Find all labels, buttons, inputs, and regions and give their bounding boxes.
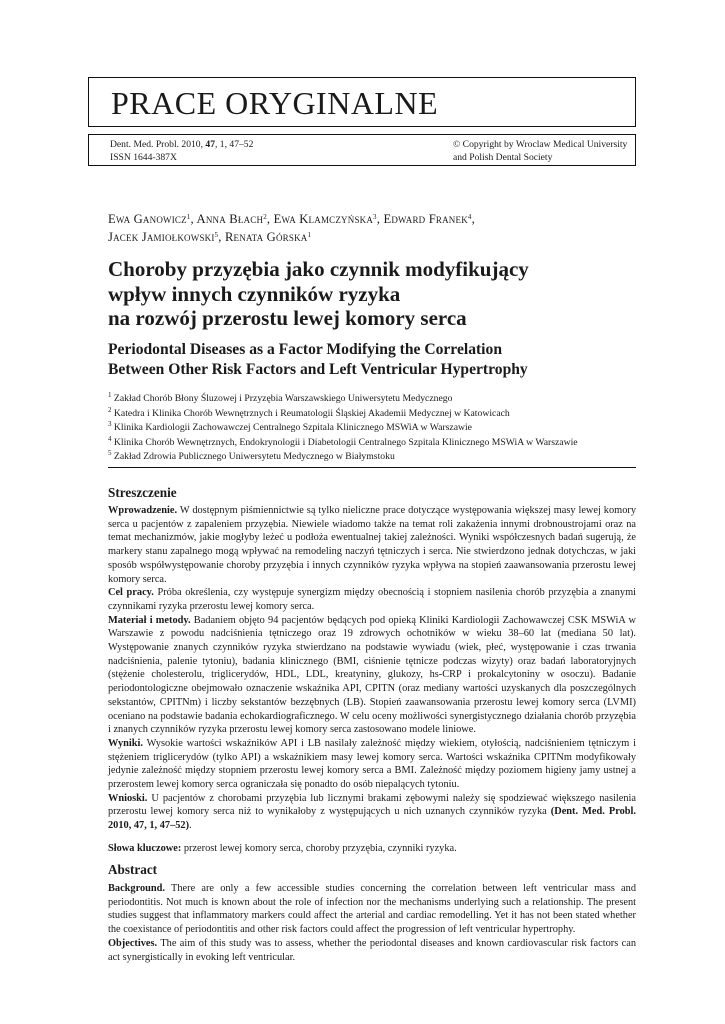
affiliation: $^4$ Klinika Chorób Wewnętrznych, Endokrynologii i Diabetologii Centralnego Szpitala Klinicznego MSWiA w Warszawie (108, 434, 578, 448)
paragraph: Background. There are only a few accessible studies concerning the correlation between left ventricular mass and periodontitis. Not much is known about the role of infection nor the mechanisms underlying such a relationship. The present studies suggest that inflammatory markers could affect the arterial and cardiac remodelling. Yet it has not been stated whether the coexistance of periodontitis and other risk factors could affect the progression of left ventricular hypertrophy. (108, 883, 636, 936)
streszczenie-body (108, 504, 636, 856)
paragraph: Objectives. The aim of this study was to assess, whether the periodontal diseases and known cardiovascular risk factors can act synergistically in evoking left ventricular. (108, 937, 636, 963)
copyright-notice (453, 139, 627, 164)
abstract-heading: Abstract (108, 862, 158, 877)
affiliation: $^1$ Zakład Chorób Błony Śluzowej i Przyzębia Warszawskiego Uniwersytetu Medycznego (108, 391, 453, 404)
citation-line: Dent. Med. Probl. 2010, (110, 139, 206, 150)
author: Edward Franek$^4$, (383, 212, 475, 226)
paragraph: Wprowadzenie. W dostępnym piśmiennictwie są tylko nieliczne prace dotyczące występowania większej masy lewej komory serca u pacjentów z zapaleniem przyzębia. Niewiele wiadomo także na temat roli zakażenia innymi drobnoustrojami oraz na temat mechanizmów, jakie mogłyby leżeć u podłoża ewentualnej takiej zależności. Wyniki współczesnych badań sugerują, że markery stanu zapalnego mogą wpływać na remodeling naczyń tętniczych i serca. Nie stwierdzono jednak dotychczas, w jaki sposób współwystępowanie choroby przyzębia i innych czynników ryzyka wpływa na stopień zaawansowania przerostu lewej komory serca. (108, 505, 636, 585)
author: Ewa Klamczyńska$^3$, (273, 212, 384, 226)
journal-meta-box (88, 134, 636, 166)
streszczenie-heading: Streszczenie (108, 485, 177, 500)
paragraph: Wyniki. Wysokie wartości wskaźników API i LB nasilały zależność między wiekiem, otyłością, nadciśnieniem tętniczym i stężeniem triglicerydów (tylko API) a wskaźnikiem masy lewej komory serca. Wartości wskaźnika CPITNm modyfikowały jedynie zależność między stopniem przerostu lewej komory serca a BMI. Zależność między poziomem higieny jamy ustnej a przerostem lewej komory serca ograniczała się ponadto do osób niepalących tytoniu. (108, 737, 636, 791)
affiliation-list (108, 392, 648, 465)
author: Anna Błach$^2$, (196, 212, 274, 226)
author: Jacek Jamiołkowski$^5$, (108, 230, 225, 244)
title-english: Periodontal Diseases as a Factor Modifying the Correlation Between Other Risk Factors and Left Ventricular Hypertrophy (108, 341, 528, 378)
paragraph: Cel pracy. Próba określenia, czy występuje synergizm między obecnością i stopniem nasilenia chorób przyzębia a znanymi czynnikami ryzyka przerostu lewej komory serca. (108, 587, 636, 612)
author: Renata Górska$^1$ (224, 230, 312, 244)
affiliation: $^5$ Zakład Zdrowia Publicznego Uniwersytetu Medycznego w Białymstoku (108, 449, 395, 463)
copyright-line: and Polish Dental Society (453, 151, 553, 163)
section-title: PRACE ORYGINALNE (111, 85, 439, 121)
issn: ISSN 1644-387X (110, 151, 177, 163)
citation-volume: 47 (205, 139, 215, 150)
copyright-line: © Copyright by Wroclaw Medical University (453, 139, 628, 150)
author: Ewa Ganowicz$^1$, (108, 212, 197, 226)
paragraph: Materiał i metody. Badaniem objęto 94 pacjentów będących pod opieką Kliniki Kardiologii Zachowawczej CSK MSWiA w Warszawie z powodu nadciśnienia tętniczego oraz 19 zdrowych ochotników w wieku 38–60 lat (mediana 50 lat). Występowanie znanych czynników ryzyka stwierdzano na podstawie wywiadu (wiek, płeć, występowanie i czas trwania nadciśnienia, palenie tytoniu), badania klinicznego (BMI, ciśnienie tętnicze podczas wizyty) oraz badań laboratoryjnych (stężenie cholesterolu, triglicerydów, HDL, LDL, kreatyniny, glukozy, hs-CRP i prokalcytoniny w osoczu). Badanie periodontologiczne obejmowało oznaczenie wskaźnika API, CPITN (oraz mediany wartości uzyskanych dla poszczególnych sekstantów, CPITNm) i liczby sekstantów bezzębnych (LB). Stopień zaawansowania przerostu lewej komory serca (LVMI) oceniano na podstawie badania echokardiograficznego. W celu oceny możliwości synergistycznego działania chorób przyzębia i znanych czynników ryzyka przerostu lewej komory serca zastosowano modele liniowe. (108, 614, 636, 736)
affiliation: $^3$ Klinika Kardiologii Zachowawczej Centralnego Szpitala Klinicznego MSWiA w Warszawie (108, 420, 472, 434)
keywords: Słowa kluczowe: przerost lewej komory serca, choroby przyzębia, czynniki ryzyka. (108, 842, 457, 854)
paragraph: Wnioski. U pacjentów z chorobami przyzębia lub licznymi brakami zębowymi należy się spodziewać większego nasilenia przerostu lewej komory serca niż to wynikałoby z występujących u nich uznanych czynników ryzyka (Dent. Med. Probl. 2010, 47, 1, 47–52). (108, 792, 636, 832)
section-banner (88, 77, 636, 127)
author-list (108, 210, 648, 246)
affiliation: $^2$ Katedra i Klinika Chorób Wewnętrznych i Reumatologii Śląskiej Akademii Medycznej w Katowicach (108, 405, 510, 419)
citation-rest: , 1, 47–52 (215, 139, 254, 150)
abstract-body (108, 882, 636, 964)
title-polish: Choroby przyzębia jako czynnik modyfikujący wpływ innych czynników ryzyka na rozwój przerostu lewej komory serca (108, 257, 529, 330)
divider (108, 467, 636, 468)
journal-citation (110, 139, 253, 164)
